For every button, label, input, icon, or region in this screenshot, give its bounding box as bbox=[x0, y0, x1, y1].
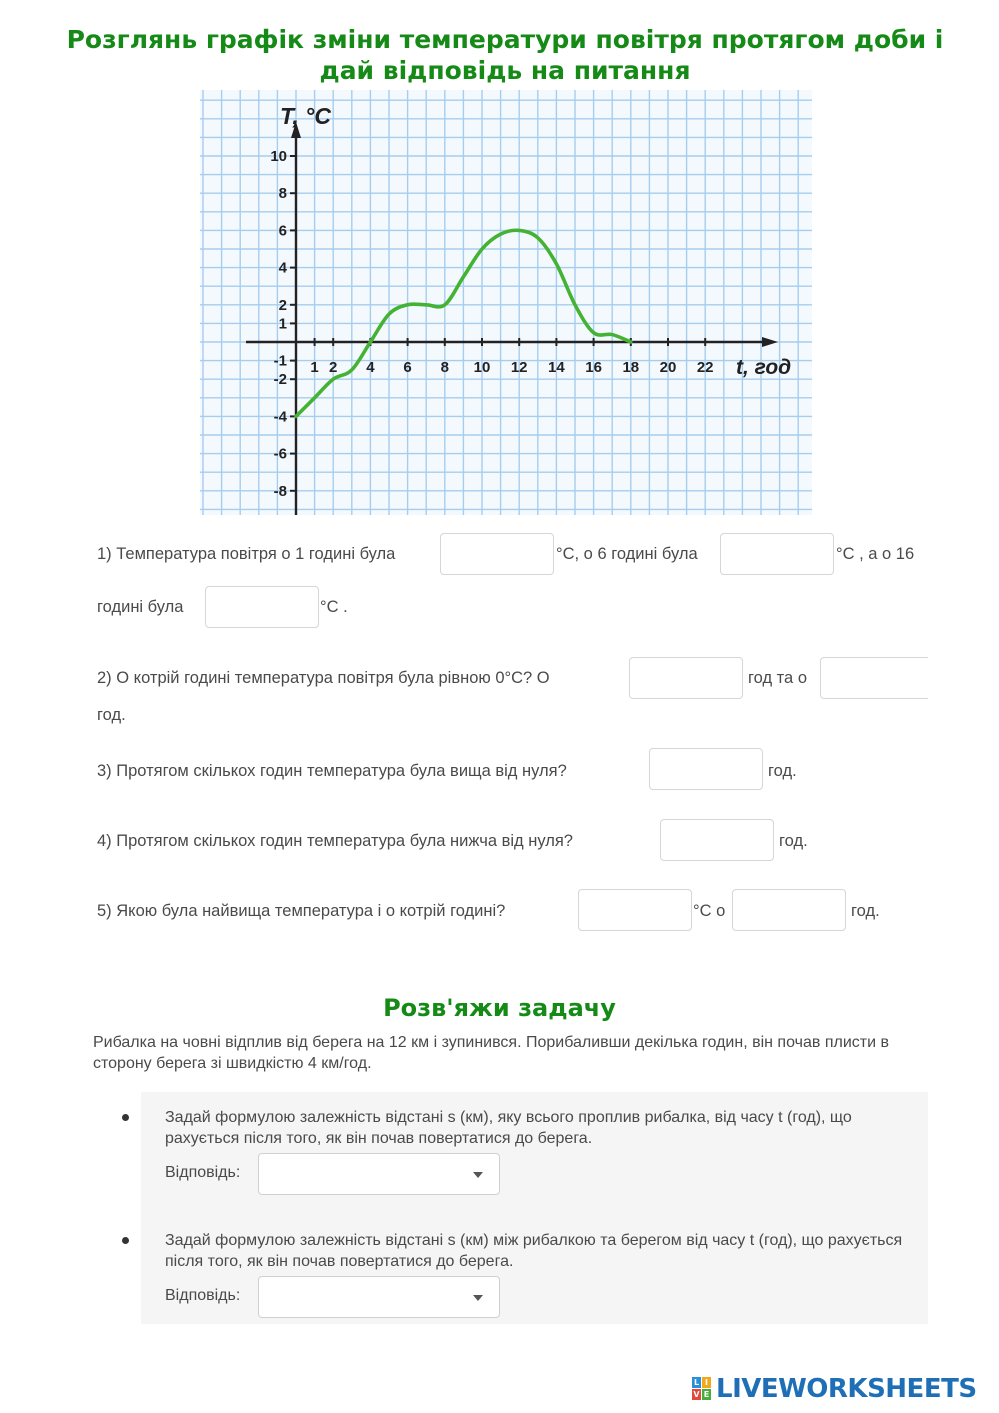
y-tick-label: 8 bbox=[278, 185, 287, 203]
y-tick-label: 1 bbox=[278, 315, 287, 333]
task-item-2-text: Задай формулою залежність відстані s (км) між рибалкою та берегом від часу t (год), що рахується після того, як він почав повертатися до берега. bbox=[165, 1232, 903, 1270]
q1-text-2: °С, о 6 годині була bbox=[556, 545, 698, 563]
y-tick-label: -2 bbox=[273, 371, 287, 389]
y-tick-label: 2 bbox=[278, 296, 287, 314]
logo-letter-l: L bbox=[693, 1378, 700, 1387]
x-tick-label: 2 bbox=[329, 359, 338, 376]
q4-answer-input[interactable] bbox=[660, 819, 774, 861]
q5-answer-2-input[interactable] bbox=[732, 889, 846, 931]
chevron-down-icon bbox=[473, 1172, 483, 1178]
q1-text-1: 1) Температура повітря о 1 годині була bbox=[97, 545, 396, 563]
q1-answer-1-input[interactable] bbox=[440, 533, 554, 575]
answer-2-dropdown[interactable] bbox=[258, 1276, 500, 1318]
q2-answer-1-input[interactable] bbox=[629, 657, 743, 699]
answer-2-label: Відповідь: bbox=[165, 1287, 241, 1304]
logo-letter-e: E bbox=[703, 1390, 710, 1399]
y-tick-label: 4 bbox=[278, 259, 287, 277]
q1-text-4: годині була bbox=[97, 598, 184, 616]
y-tick-label: 10 bbox=[270, 148, 287, 165]
q4-text-2: год. bbox=[779, 832, 808, 850]
liveworksheets-logo-icon bbox=[692, 1377, 712, 1401]
page-title: Розглянь графік зміни температури повітря протягом доби і дай відповідь на питання bbox=[66, 25, 944, 85]
logo-text: LIVEWORKSHEETS bbox=[716, 1374, 977, 1404]
x-tick-label: 6 bbox=[403, 359, 412, 376]
q1-answer-2-input[interactable] bbox=[720, 533, 834, 575]
answer-1-label: Відповідь: bbox=[165, 1164, 241, 1181]
x-tick-label: 22 bbox=[696, 359, 714, 376]
q2-text-1: 2) О котрій годині температура повітря була рівною 0°С? О bbox=[97, 669, 550, 687]
q5-text-2: °С о bbox=[693, 902, 726, 920]
bullet-1 bbox=[122, 1114, 129, 1121]
q2-answer-2-input[interactable] bbox=[820, 657, 928, 699]
x-tick-label: 1 bbox=[310, 359, 319, 376]
q4-text-1: 4) Протягом скількох годин температура була нижча від нуля? bbox=[97, 832, 573, 850]
chart-grid bbox=[200, 90, 812, 515]
x-tick-label: 12 bbox=[510, 359, 528, 376]
x-tick-label: 16 bbox=[585, 359, 602, 376]
x-tick-label: 8 bbox=[440, 359, 449, 376]
q1-text-5: °С . bbox=[320, 598, 348, 616]
y-tick-label: -4 bbox=[273, 408, 287, 426]
x-axis-label: t, год bbox=[736, 356, 792, 379]
q1-answer-3-input[interactable] bbox=[205, 586, 319, 628]
x-tick-label: 14 bbox=[548, 359, 565, 376]
task-text: Рибалка на човні відплив від берега на 12 км і зупинився. Порибаливши декілька годин, він почав плисти в сторону берега зі швидкістю 4 км/год. bbox=[93, 1034, 889, 1072]
q2-text-3: год. bbox=[97, 706, 126, 724]
q5-text-3: год. bbox=[851, 902, 880, 920]
liveworksheets-logo bbox=[692, 1374, 977, 1404]
task-item-1-text: Задай формулою залежність відстані s (км), яку всього проплив рибалка, від часу t (год), що рахується після того, як він почав повертатися до берега. bbox=[165, 1109, 852, 1147]
temperature-chart bbox=[200, 90, 812, 515]
logo-letter-i: I bbox=[702, 1377, 711, 1388]
q5-answer-1-input[interactable] bbox=[578, 889, 692, 931]
q3-answer-input[interactable] bbox=[649, 748, 763, 790]
x-tick-label: 18 bbox=[622, 359, 640, 376]
x-tick-label: 20 bbox=[659, 359, 677, 376]
bullet-2 bbox=[122, 1237, 129, 1244]
q1-text-3: °С , а о 16 bbox=[836, 545, 915, 563]
y-tick-label: -1 bbox=[273, 352, 287, 370]
y-tick-label: -8 bbox=[273, 482, 287, 500]
x-tick-label: 4 bbox=[366, 359, 375, 376]
answer-1-dropdown[interactable] bbox=[258, 1153, 500, 1195]
task-heading: Розв'яжи задачу bbox=[383, 994, 616, 1022]
y-tick-label: 6 bbox=[278, 222, 287, 240]
y-tick-label: -6 bbox=[273, 445, 287, 463]
y-axis-label: T, °C bbox=[280, 103, 331, 129]
chevron-down-icon bbox=[473, 1295, 483, 1301]
q2-text-2: год та о bbox=[748, 669, 807, 687]
q3-text-1: 3) Протягом скількох годин температура була вища від нуля? bbox=[97, 762, 567, 780]
chart-background bbox=[200, 90, 812, 515]
logo-letter-v: V bbox=[693, 1390, 700, 1399]
q5-text-1: 5) Якою була найвища температура і о котрій годині? bbox=[97, 902, 506, 920]
q3-text-2: год. bbox=[768, 762, 797, 780]
x-tick-label: 10 bbox=[473, 359, 491, 376]
